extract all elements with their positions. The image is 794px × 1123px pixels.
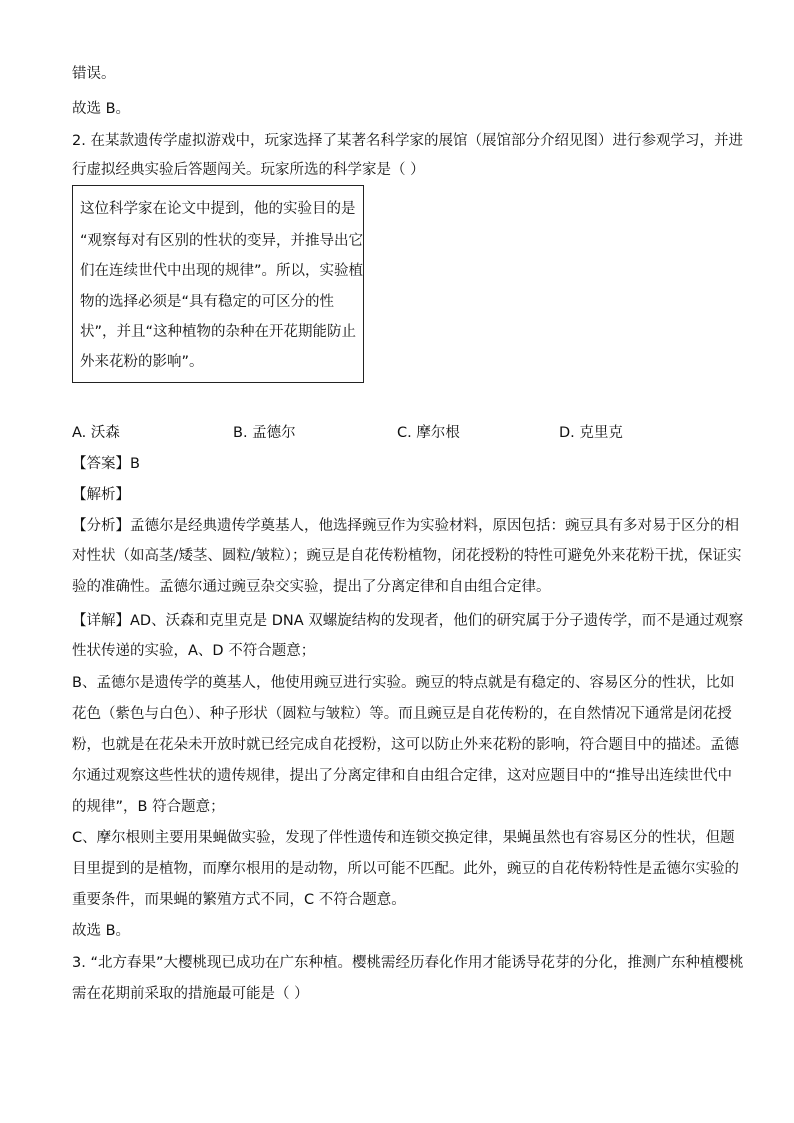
box-text-line: 状”，并且“这种植物的杂种在开花期能防止: [80, 324, 357, 340]
question-3-stem: 3. “北方春果”大樱桃现已成功在广东种植。樱桃需经历春化作用才能诱导花芽的分化，推测广东种植樱桃: [72, 955, 744, 971]
analysis-heading: 【解析】: [72, 487, 130, 503]
text-line: 故选 B。: [72, 101, 131, 117]
analysis-line: 花色（紫色与白色）、种子形状（圆粒与皱粒）等。而且豌豆是自花传粉的，在自然情况下通常是闭花授: [72, 706, 732, 722]
option-d: D. 克里克: [559, 425, 623, 441]
option-a: A. 沃森: [72, 425, 120, 441]
exhibit-intro-box: [72, 185, 364, 383]
answer-label: 【答案】B: [72, 456, 140, 472]
question-2-stem: 2. 在某款遗传学虚拟游戏中，玩家选择了某著名科学家的展馆（展馆部分介绍见图）进行参观学习，并进: [72, 133, 743, 149]
box-text-line: 们在连续世代中出现的规律”。所以，实验植: [80, 263, 364, 279]
box-text-line: 外来花粉的影响”。: [80, 354, 204, 370]
text-line: 错误。: [72, 66, 116, 82]
option-c: C. 摩尔根: [397, 425, 460, 441]
analysis-line: 粉，也就是在花朵未开放时就已经完成自花授粉，这可以防止外来花粉的影响，符合题目中的描述。孟德: [72, 737, 739, 753]
analysis-line: C、摩尔根则主要用果蝇做实验，发现了伴性遗传和连锁交换定律，果蝇虽然也有容易区分的性状，但题: [72, 830, 735, 846]
box-text-line: “观察每对有区别的性状的变异，并推导出它: [80, 233, 364, 249]
analysis-line: 对性状（如高茎/矮茎、圆粒/皱粒）；豌豆是自花传粉植物，闭花授粉的特性可避免外来花粉干扰，保证实: [72, 548, 742, 564]
analysis-line: 目里提到的是植物，而摩尔根用的是动物，所以可能不匹配。此外，豌豆的自花传粉特性是孟德尔实验的: [72, 861, 739, 877]
question-3-stem: 需在花期前采取的措施最可能是（ ）: [72, 986, 309, 1002]
analysis-line: 故选 B。: [72, 923, 131, 939]
analysis-line: 【详解】AD、沃森和克里克是 DNA 双螺旋结构的发现者，他们的研究属于分子遗传学，而不是通过观察: [72, 613, 744, 629]
box-text-line: 这位科学家在论文中提到，他的实验目的是: [80, 201, 356, 217]
question-2-stem: 行虚拟经典实验后答题闯关。玩家所选的科学家是（ ）: [72, 162, 425, 178]
analysis-line: 验的准确性。孟德尔通过豌豆杂交实验，提出了分离定律和自由组合定律。: [72, 579, 551, 595]
analysis-line: 的规律”，B 符合题意；: [72, 799, 225, 815]
option-b: B. 孟德尔: [233, 425, 296, 441]
analysis-line: 尔通过观察这些性状的遗传规律，提出了分离定律和自由组合定律，这对应题目中的“推导出连续世代中: [72, 768, 733, 784]
analysis-line: 【分析】孟德尔是经典遗传学奠基人，他选择豌豆作为实验材料，原因包括：豌豆具有多对易于区分的相: [72, 518, 739, 534]
analysis-line: 重要条件，而果蝇的繁殖方式不同，C 不符合题意。: [72, 892, 406, 908]
box-text-line: 物的选择必须是“具有稳定的可区分的性: [80, 294, 335, 310]
analysis-line: B、孟德尔是遗传学的奠基人，他使用豌豆进行实验。豌豆的特点就是有稳定的、容易区分的性状，比如: [72, 675, 735, 691]
analysis-line: 性状传递的实验，A、D 不符合题意；: [72, 643, 316, 659]
